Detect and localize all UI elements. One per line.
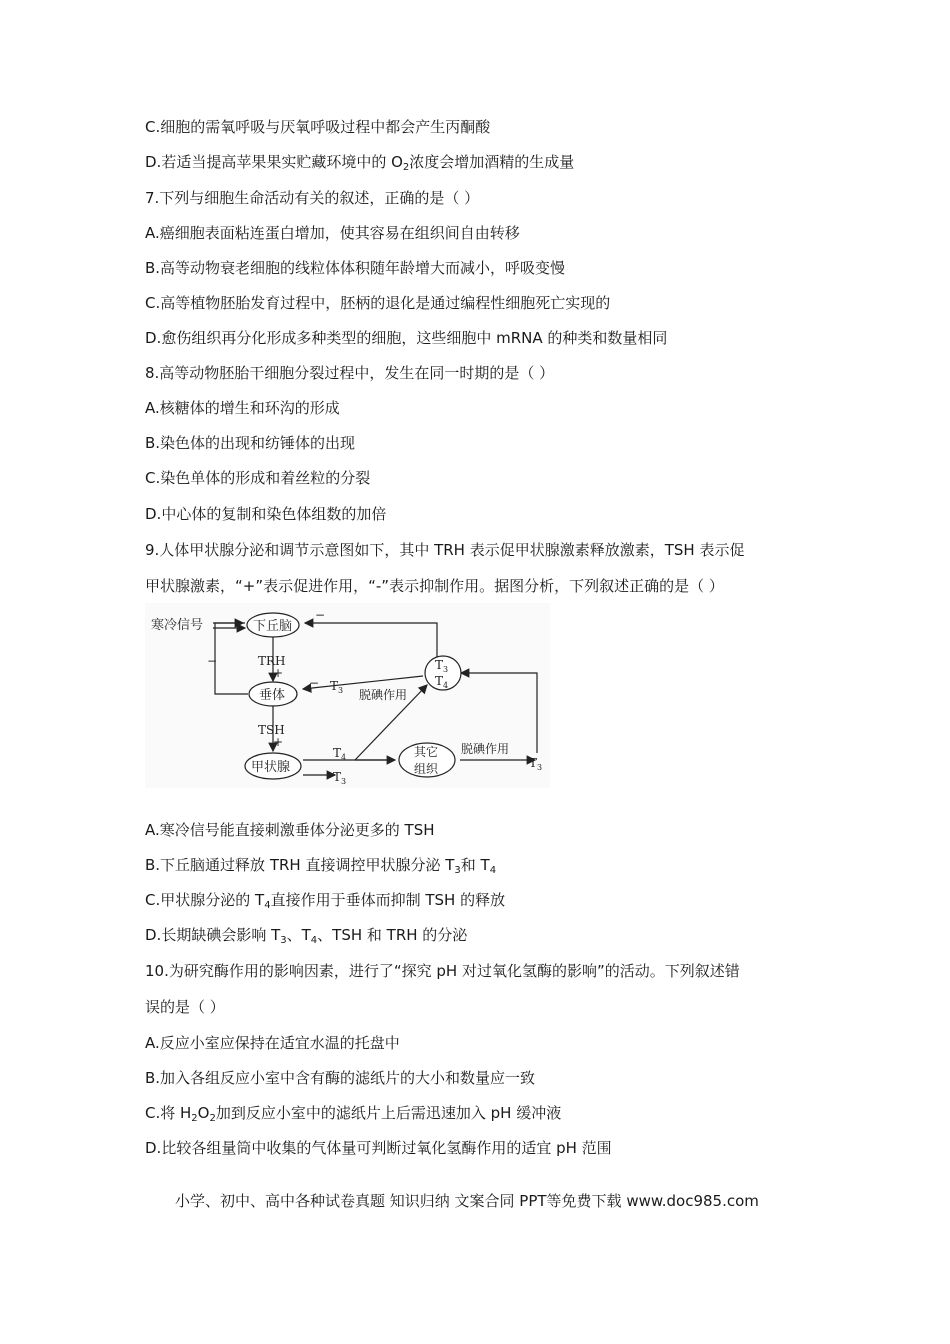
thyroid-t4: $T_4$ — [333, 746, 347, 762]
pituitary-t3: $T_3$ — [330, 679, 344, 695]
q9-option-b: B.下丘脑通过释放 TRH 直接调控甲状腺分泌 $T_3$和 $T_4$ — [145, 856, 497, 876]
tsh-label: TSH — [258, 723, 285, 737]
q8-stem: 8.高等动物胚胎干细胞分裂过程中，发生在同一时期的是（ ） — [145, 364, 555, 382]
q10-option-a: A.反应小室应保持在适宜水温的托盘中 — [145, 1034, 400, 1052]
loop-minus: − — [207, 654, 218, 668]
trh-plus: + — [273, 666, 284, 680]
q9-option-c: C.甲状腺分泌的 $T_4$直接作用于垂体而抑制 TSH 的释放 — [145, 891, 506, 911]
deiodination-label-2: 脱碘作用 — [461, 742, 510, 756]
q7-option-a: A.癌细胞表面粘连蛋白增加，使其容易在组织间自由转移 — [145, 224, 520, 242]
q7-option-c: C.高等植物胚胎发育过程中，胚柄的退化是通过编程性细胞死亡实现的 — [145, 294, 611, 312]
q8-option-a: A.核糖体的增生和环沟的形成 — [145, 399, 340, 417]
q7-option-b: B.高等动物衰老细胞的线粒体体积随年龄增大而减小，呼吸变慢 — [145, 259, 566, 277]
trh-label: TRH — [258, 654, 286, 668]
q9-stem-line1: 9.人体甲状腺分泌和调节示意图如下，其中 TRH 表示促甲状腺激素释放激素，TSH 表示促 — [145, 541, 745, 559]
q7-stem: 7.下列与细胞生命活动有关的叙述，正确的是（ ） — [145, 189, 480, 207]
deiodination-label-1: 脱碘作用 — [359, 688, 408, 702]
q8-option-c: C.染色单体的形成和着丝粒的分裂 — [145, 469, 371, 487]
q8-option-b: B.染色体的出现和纺锤体的出现 — [145, 434, 356, 452]
q6-option-d: D.若适当提高苹果果实贮藏环境中的 $O_2$浓度会增加酒精的生成量 — [145, 153, 575, 173]
thyroid-label: 甲状腺 — [251, 760, 291, 775]
other-tissue-label-1: 其它 — [414, 745, 439, 759]
tissue-t3: $T_3$ — [529, 756, 543, 772]
q10-option-d: D.比较各组量筒中收集的气体量可判断过氧化氢酶作用的适宜 pH 范围 — [145, 1139, 612, 1157]
page-footer: 小学、初中、高中各种试卷真题 知识归纳 文案合同 PPT等免费下载 www.doc985.com — [175, 1192, 759, 1210]
circle-t4: $T_4$ — [435, 674, 449, 690]
hypothalamus-minus: − — [315, 608, 326, 622]
q9-option-d: D.长期缺碘会影响 $T_3$、$T_4$、TSH 和 TRH 的分泌 — [145, 926, 468, 946]
q9-stem-line2: 甲状腺激素，“+”表示促进作用，“-”表示抑制作用。据图分析，下列叙述正确的是（ ） — [145, 577, 724, 595]
q10-option-c: C.将 $H_2O_2$加到反应小室中的滤纸片上后需迅速加入 pH 缓冲液 — [145, 1104, 562, 1124]
circle-t3: $T_3$ — [435, 658, 449, 674]
q6-option-c: C.细胞的需氧呼吸与厌氧呼吸过程中都会产生丙酮酸 — [145, 118, 491, 136]
other-tissue-label-2: 组织 — [414, 762, 439, 776]
thyroid-t3: $T_3$ — [333, 770, 347, 786]
q7-option-d: D.愈伤组织再分化形成多种类型的细胞，这些细胞中 mRNA 的种类和数量相同 — [145, 329, 668, 347]
q10-stem-line1: 10.为研究酶作用的影响因素，进行了“探究 pH 对过氧化氢酶的影响”的活动。下列叙述错 — [145, 962, 740, 980]
q8-option-d: D.中心体的复制和染色体组数的加倍 — [145, 505, 387, 523]
hypothalamus-label: 下丘脑 — [253, 619, 293, 634]
pituitary-label: 垂体 — [259, 688, 286, 703]
q10-stem-line2: 误的是（ ） — [145, 998, 225, 1016]
pituitary-minus: − — [309, 676, 320, 690]
cold-signal-label: 寒冷信号 — [151, 618, 204, 633]
tsh-plus: + — [273, 735, 284, 749]
q10-option-b: B.加入各组反应小室中含有酶的滤纸片的大小和数量应一致 — [145, 1069, 536, 1087]
thyroid-regulation-diagram — [145, 603, 550, 788]
q9-option-a: A.寒冷信号能直接刺激垂体分泌更多的 TSH — [145, 821, 435, 839]
